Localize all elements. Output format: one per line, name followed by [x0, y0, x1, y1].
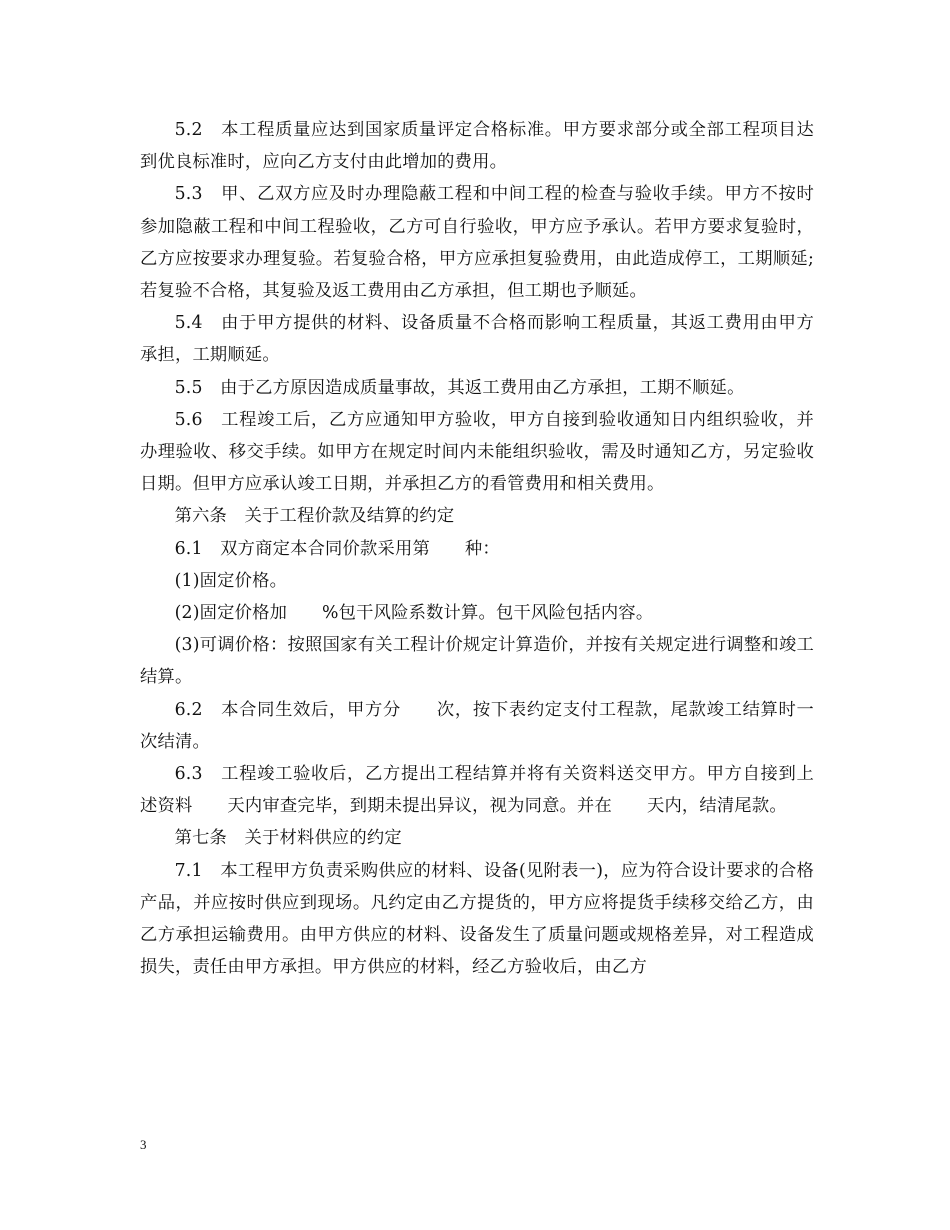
clause-6-1: 6.1 双方商定本合同价款采用第 种： — [174, 538, 500, 559]
article-6-heading: 第六条 关于工程价款及结算的约定 — [174, 506, 455, 527]
clause-6-3: 6.3 工程竣工验收后，乙方提出工程结算并将有关资料送交甲方。甲方自接到上述资料 天内审查完毕，到期未提出异议，视为同意。并在 天内，结清尾款。 — [140, 764, 814, 817]
option-6-1-1: (1)固定价格。 — [174, 570, 288, 591]
clause-5-4: 5.4 由于甲方提供的材料、设备质量不合格而影响工程质量，其返工费用由甲方承担，工期顺延。 — [140, 313, 814, 366]
clause-5-2: 5.2 本工程质量应达到国家质量评定合格标准。甲方要求部分或全部工程项目达到优良标准时，应向乙方支付由此增加的费用。 — [140, 120, 814, 173]
document-body — [140, 114, 814, 983]
clause-6-2: 6.2 本合同生效后，甲方分 次，按下表约定支付工程款，尾款竣工结算时一次结清。 — [140, 699, 814, 752]
clause-5-5: 5.5 由于乙方原因造成质量事故，其返工费用由乙方承担，工期不顺延。 — [174, 377, 745, 398]
clause-5-3: 5.3 甲、乙双方应及时办理隐蔽工程和中间工程的检查与验收手续。甲方不按时参加隐蔽工程和中间工程验收，乙方可自行验收，甲方应予承认。若甲方要求复验时，乙方应按要求办理复验。若复验合格，甲方应承担复验费用，由此造成停工，工期顺延;若复验不合格，其复验及返工费用由乙方承担，但工期也予顺延。 — [140, 184, 814, 302]
clause-5-6: 5.6 工程竣工后，乙方应通知甲方验收，甲方自接到验收通知日内组织验收，并办理验收、移交手续。如甲方在规定时间内未能组织验收，需及时通知乙方，另定验收日期。但甲方应承认竣工日期，并承担乙方的看管费用和相关费用。 — [140, 409, 814, 495]
page-number: 3 — [140, 1137, 147, 1152]
clause-7-1: 7.1 本工程甲方负责采购供应的材料、设备(见附表一)，应为符合设计要求的合格产品，并应按时供应到现场。凡约定由乙方提货的，甲方应将提货手续移交给乙方，由乙方承担运输费用。由甲方供应的材料、设备发生了质量问题或规格差异，对工程造成损失，责任由甲方承担。甲方供应的材料，经乙方验收后，由乙方 — [140, 860, 814, 978]
article-7-heading: 第七条 关于材料供应的约定 — [174, 828, 402, 849]
option-6-1-2: (2)固定价格加 %包干风险系数计算。包干风险包括内容。 — [174, 603, 654, 624]
option-6-1-3: (3)可调价格：按照国家有关工程计价规定计算造价，并按有关规定进行调整和竣工结算。 — [140, 635, 814, 688]
